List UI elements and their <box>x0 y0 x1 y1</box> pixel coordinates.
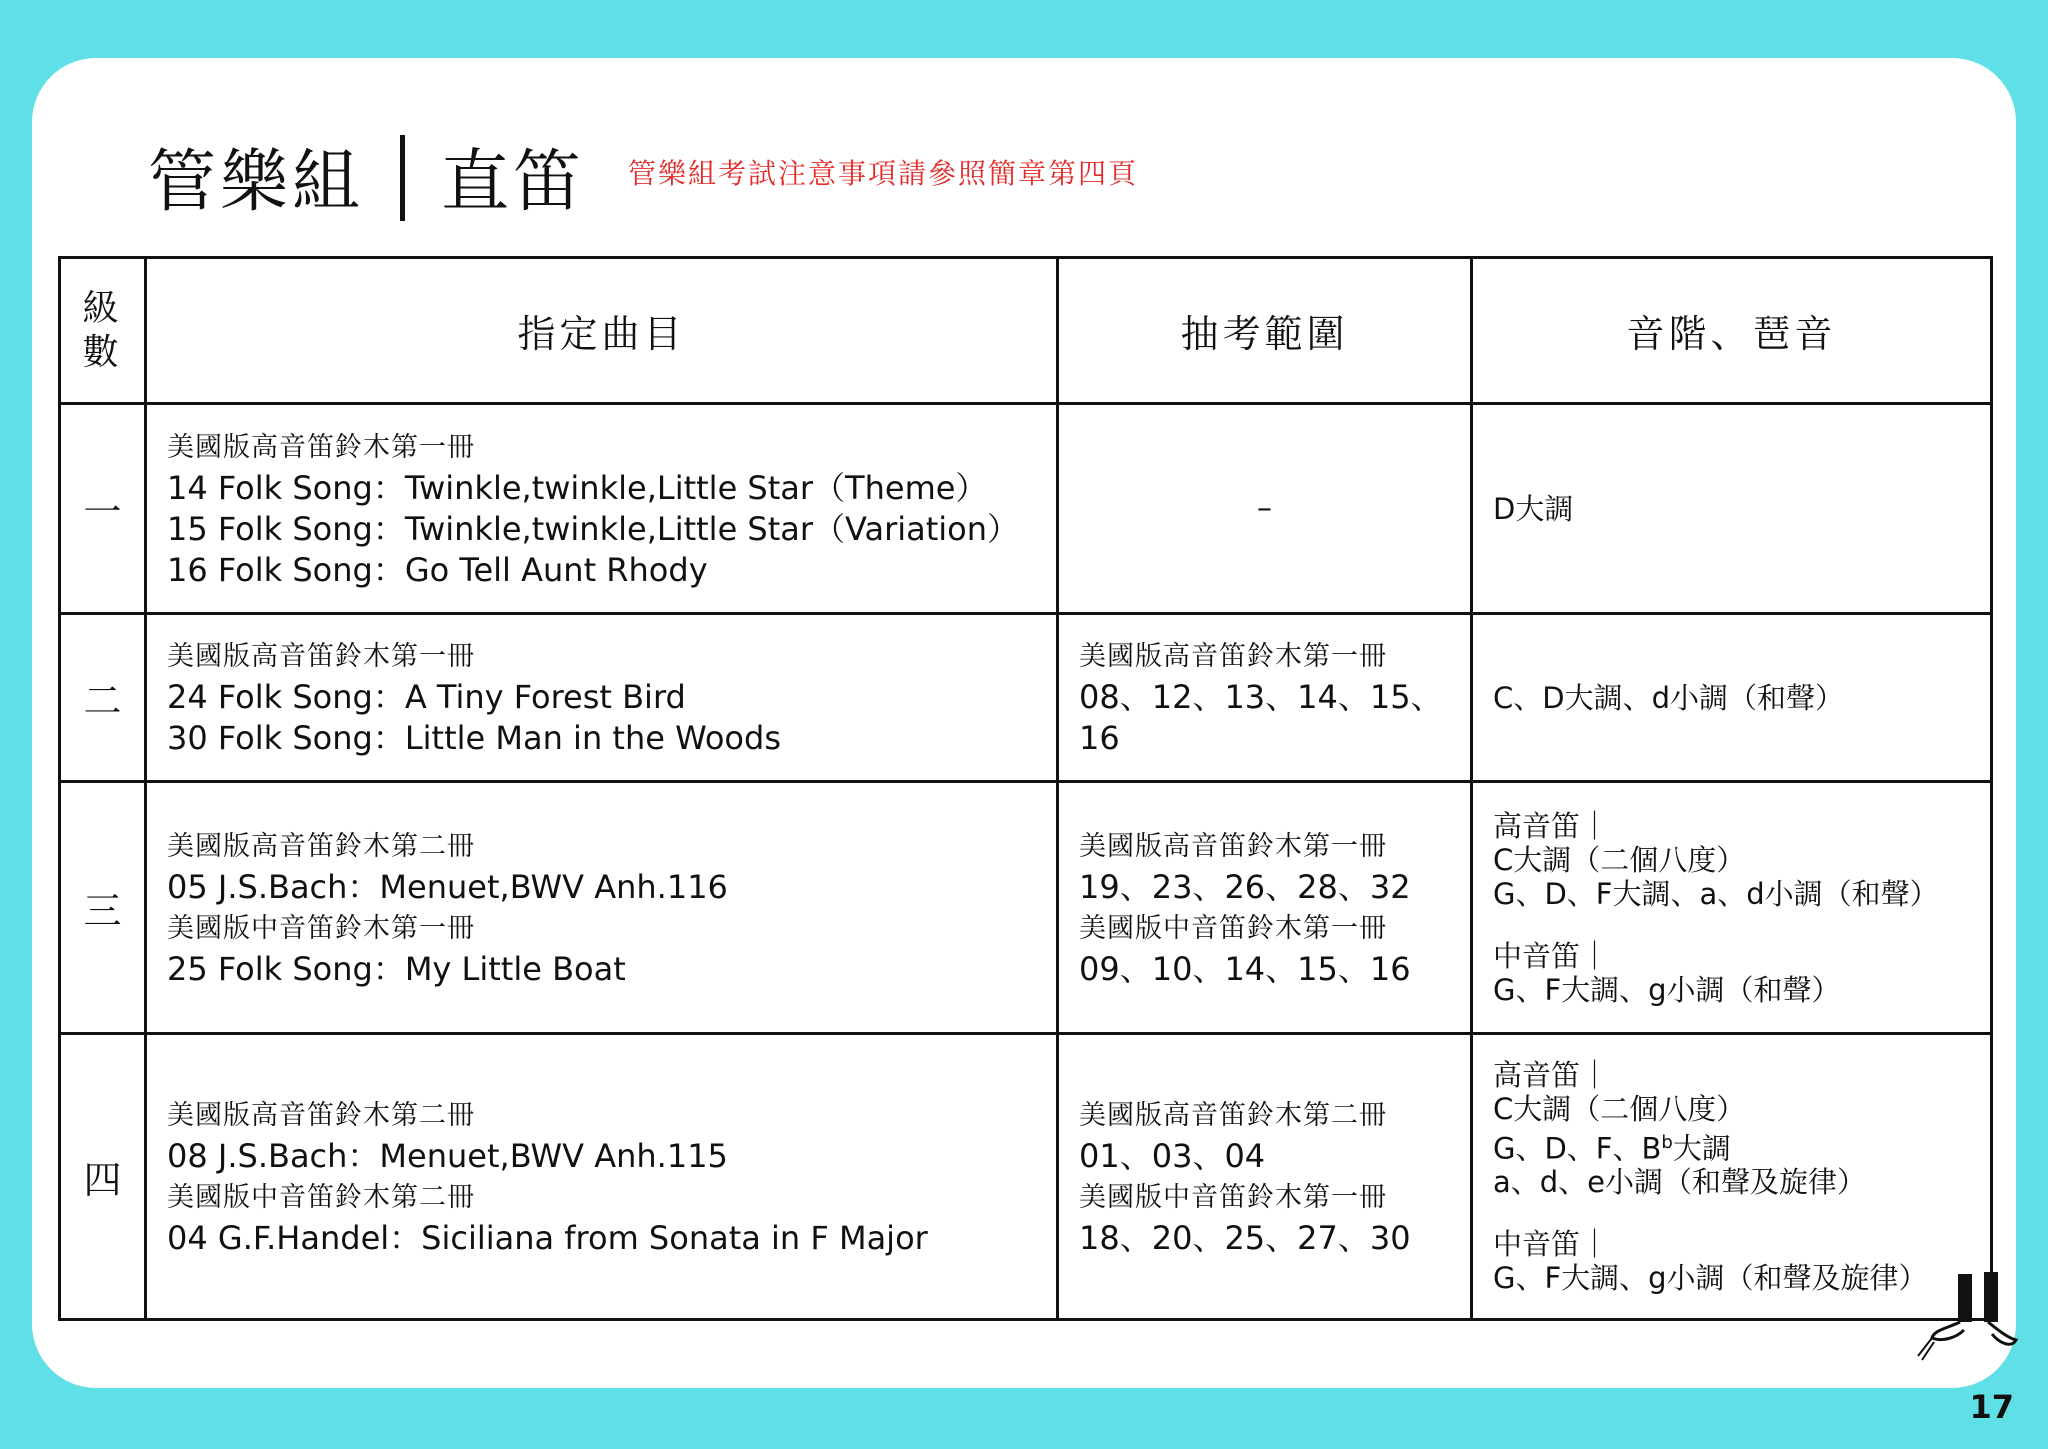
level-cell: 三 <box>60 782 146 1034</box>
range-cell: 美國版高音笛鈴木第一冊 08、12、13、14、15、 16 <box>1058 614 1472 782</box>
pieces-cell: 美國版高音笛鈴木第二冊 08 J.S.Bach：Menuet,BWV Anh.115 美國版中音笛鈴木第二冊 04 G.F.Handel：Siciliana from Sonata in F Major <box>146 1034 1058 1320</box>
scales-cell: 高音笛｜ C大調（二個八度） G、D、F、$B^b$大調 a、d、e小調（和聲及旋律） 中音笛｜ G、F大調、g小調（和聲及旋律） <box>1472 1034 1992 1320</box>
instrument-title: 直笛 <box>441 143 586 222</box>
group-title: 管樂組 <box>148 143 365 222</box>
level-cell: 四 <box>60 1034 146 1320</box>
range-cell: 美國版高音笛鈴木第一冊 19、23、26、28、32 美國版中音笛鈴木第一冊 09、10、14、15、16 <box>1058 782 1472 1034</box>
table-row <box>60 1034 1992 1320</box>
header-row <box>60 258 1992 404</box>
header-scales: 音階、琶音 <box>1472 258 1992 404</box>
scales-cell: 高音笛｜ C大調（二個八度） G、D、F大調、a、d小調（和聲） 中音笛｜ G、F大調、g小調（和聲） <box>1472 782 1992 1034</box>
exam-notice: 管樂組考試注意事項請參照簡章第四頁 <box>628 157 1139 190</box>
level-cell: 二 <box>60 614 146 782</box>
table-row <box>60 404 1992 614</box>
page-number: 17 <box>1969 1388 2014 1426</box>
header-range: 抽考範圍 <box>1058 258 1472 404</box>
header-level: 級 數 <box>60 258 146 404</box>
title-separator <box>400 135 405 221</box>
range-cell: 美國版高音笛鈴木第二冊 01、03、04 美國版中音笛鈴木第一冊 18、20、25、27、30 <box>1058 1034 1472 1320</box>
scales-cell: D大調 <box>1472 404 1992 614</box>
pieces-cell: 美國版高音笛鈴木第二冊 05 J.S.Bach：Menuet,BWV Anh.116 美國版中音笛鈴木第一冊 25 Folk Song：My Little Boat <box>146 782 1058 1034</box>
page-title <box>148 128 585 225</box>
header-pieces: 指定曲目 <box>146 258 1058 404</box>
level-cell: 一 <box>60 404 146 614</box>
mascot-legs-icon <box>1912 1268 2032 1388</box>
repertoire-table <box>58 256 1993 1321</box>
pieces-cell: 美國版高音笛鈴木第一冊 24 Folk Song：A Tiny Forest Bird 30 Folk Song：Little Man in the Woods <box>146 614 1058 782</box>
range-cell: – <box>1058 404 1472 614</box>
pieces-cell: 美國版高音笛鈴木第一冊 14 Folk Song：Twinkle,twinkle,Little Star（Theme） 15 Folk Song：Twinkle,twinkle,Little Star（Variation） 16 Folk Song：Go Tell Aunt Rhody <box>146 404 1058 614</box>
scales-cell: C、D大調、d小調（和聲） <box>1472 614 1992 782</box>
table-row <box>60 782 1992 1034</box>
table-row <box>60 614 1992 782</box>
